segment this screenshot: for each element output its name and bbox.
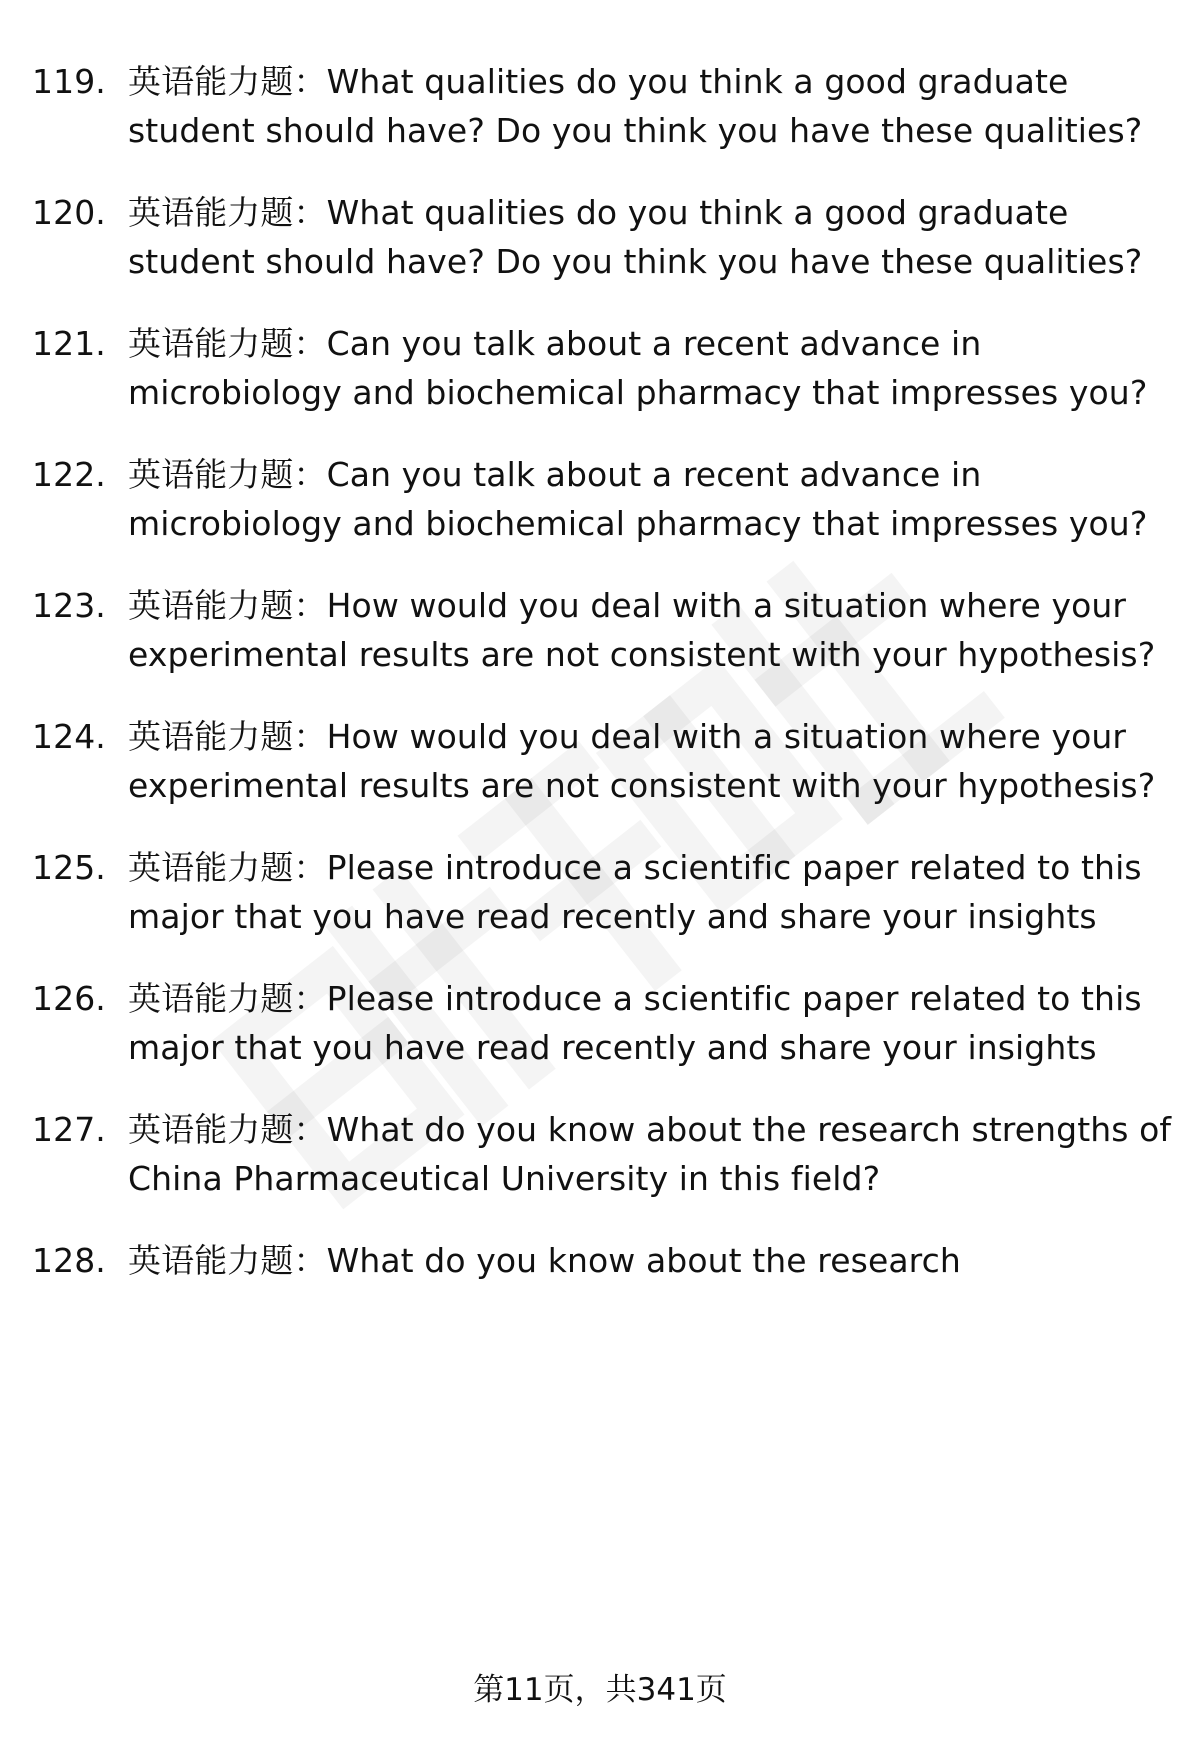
question-number: 123.	[32, 586, 106, 625]
list-item	[32, 451, 1172, 548]
question-text: Can you talk about a recent advance in microbiology and biochemical pharmacy that impresses you?	[128, 455, 1148, 543]
question-tag: 英语能力题：	[128, 717, 327, 756]
question-tag: 英语能力题：	[128, 193, 327, 232]
question-number: 124.	[32, 717, 106, 756]
question-number: 126.	[32, 979, 106, 1018]
list-item	[32, 975, 1172, 1072]
list-item	[32, 582, 1172, 679]
question-number: 119.	[32, 62, 106, 101]
question-tag: 英语能力题：	[128, 455, 327, 494]
question-tag: 英语能力题：	[128, 62, 327, 101]
question-number: 128.	[32, 1241, 106, 1280]
list-item	[32, 320, 1172, 417]
question-text: What do you know about the research strengths of China Pharmaceutical University in this field?	[128, 1110, 1172, 1198]
list-item	[32, 713, 1172, 810]
question-number: 125.	[32, 848, 106, 887]
list-item	[32, 1237, 1172, 1286]
page-footer: 第11页，共341页	[473, 1672, 727, 1708]
list-item	[32, 1106, 1172, 1203]
question-number: 127.	[32, 1110, 106, 1149]
list-item	[32, 844, 1172, 941]
question-tag: 英语能力题：	[128, 324, 327, 363]
question-tag: 英语能力题：	[128, 979, 327, 1018]
question-text: Can you talk about a recent advance in microbiology and biochemical pharmacy that impresses you?	[128, 324, 1148, 412]
question-tag: 英语能力题：	[128, 586, 327, 625]
question-text: What qualities do you think a good graduate student should have? Do you think you have these qualities?	[128, 193, 1143, 281]
question-text: Please introduce a scientific paper related to this major that you have read recently and share your insights	[128, 979, 1142, 1067]
list-item	[32, 58, 1172, 155]
question-text: Please introduce a scientific paper related to this major that you have read recently and share your insights	[128, 848, 1142, 936]
question-tag: 英语能力题：	[128, 1241, 327, 1280]
question-text: What do you know about the research	[326, 1241, 961, 1280]
question-text: What qualities do you think a good graduate student should have? Do you think you have these qualities?	[128, 62, 1143, 150]
question-number: 121.	[32, 324, 106, 363]
question-tag: 英语能力题：	[128, 1110, 327, 1149]
question-list	[32, 58, 1172, 1286]
question-text: How would you deal with a situation where your experimental results are not consistent with your hypothesis?	[128, 586, 1156, 674]
question-tag: 英语能力题：	[128, 848, 327, 887]
question-number: 120.	[32, 193, 106, 232]
list-item	[32, 189, 1172, 286]
question-text: How would you deal with a situation where your experimental results are not consistent with your hypothesis?	[128, 717, 1156, 805]
question-number: 122.	[32, 455, 106, 494]
